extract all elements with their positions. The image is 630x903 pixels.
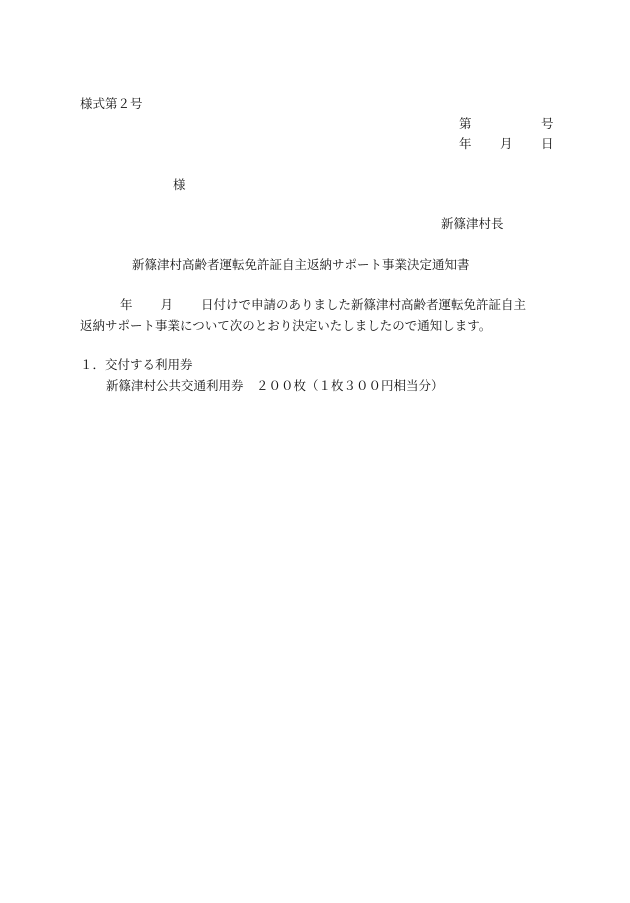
form-number: 様式第２号	[80, 96, 143, 111]
body-line-1-text: 日付けで申請のありました新篠津村高齢者運転免許証自主	[201, 297, 527, 312]
date-year-label: 年	[459, 136, 472, 151]
body-year-label: 年	[120, 297, 133, 312]
body-paragraph-line-2: 返納サポート事業について次のとおり決定いたしましたので通知します。	[80, 318, 492, 333]
sender-name: 新篠津村長	[441, 216, 504, 231]
body-paragraph-line-1	[80, 297, 526, 313]
item-heading: １．交付する利用券	[80, 357, 193, 372]
date-month-label: 月	[500, 136, 513, 151]
body-month-label: 月	[160, 297, 174, 312]
addressee-honorific: 様	[173, 177, 186, 192]
document-number-prefix: 第	[459, 116, 472, 131]
date-day-label: 日	[541, 136, 554, 151]
document-number-suffix: 号	[541, 116, 554, 131]
document-title: 新篠津村高齢者運転免許証自主返納サポート事業決定通知書	[132, 257, 470, 272]
item-detail: 新篠津村公共交通利用券 ２００枚（１枚３００円相当分）	[106, 378, 444, 393]
